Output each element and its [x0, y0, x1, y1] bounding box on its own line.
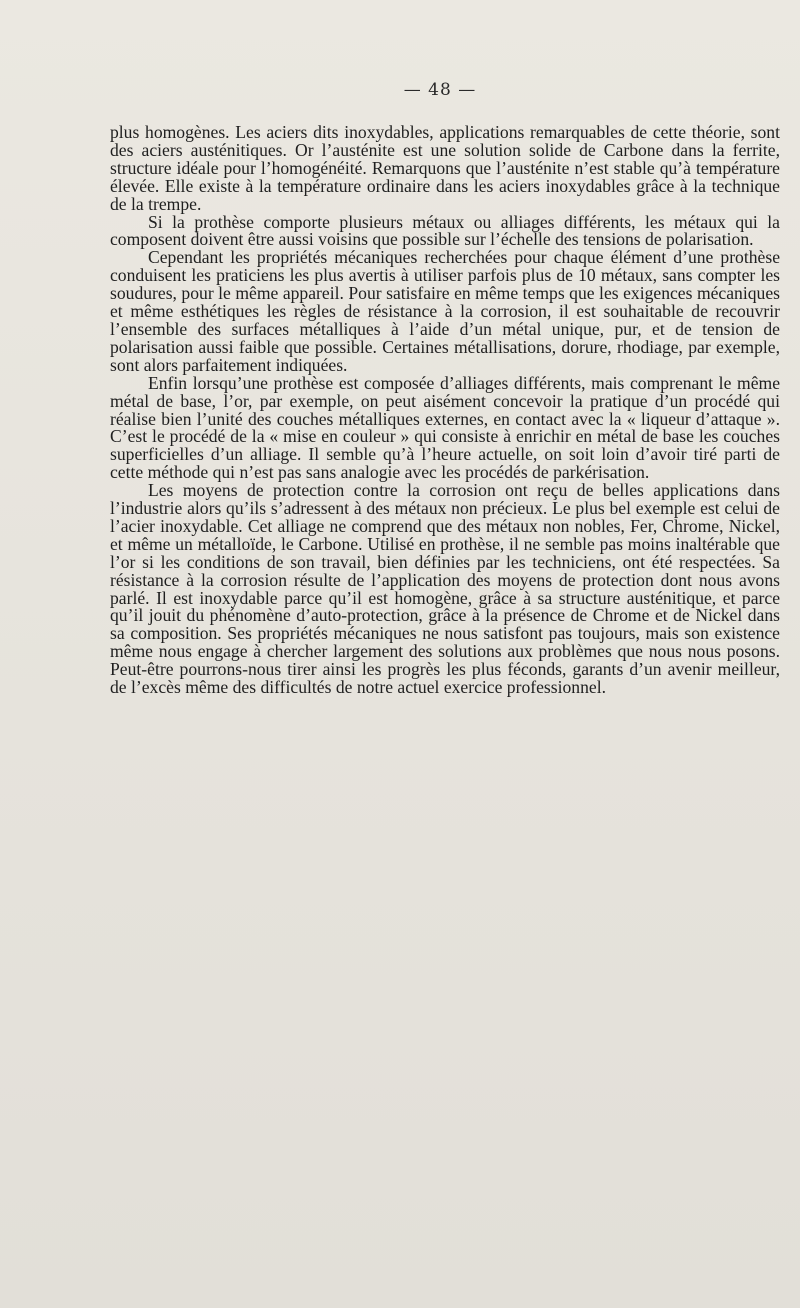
- paragraph: Les moyens de protection contre la corrosion ont reçu de belles applications dans l’industrie alors qu’ils s’adressent à des métaux non précieux. Le plus bel exemple est celui de l’acier inoxydable. Cet alliage ne comprend que des métaux non nobles, Fer, Chrome, Nickel, et même un métalloïde, le Carbone. Utilisé en prothèse, il ne semble pas moins inaltérable que l’or si les conditions de son travail, bien définies par les techniciens, ont été respectées. Sa résistance à la corrosion résulte de l’application des moyens de protection dont nous avons parlé. Il est inoxydable parce qu’il est homogène, grâce à sa structure austénitique, et parce qu’il jouit du phénomène d’auto-protection, grâce à la présence de Chrome et de Nickel dans sa composition. Ses propriétés mécaniques ne nous satisfont pas toujours, mais son existence même nous engage à chercher largement des solutions aux problèmes que nous nous posons. Peut-être pourrons-nous tirer ainsi les progrès les plus féconds, garants d’un avenir meilleur, de l’excès même des difficultés de notre actuel exercice professionnel.: [110, 480, 780, 698]
- body-text: [110, 124, 780, 697]
- page-number: — 48 —: [403, 80, 477, 100]
- paragraph: Cependant les propriétés mécaniques recherchées pour chaque élément d’une prothèse conduisent les praticiens les plus avertis à utiliser parfois plus de 10 métaux, sans compter les soudures, pour le même appareil. Pour satisfaire en même temps que les exigences mécaniques et même esthétiques les règles de résistance à la corrosion, il est souhaitable de recouvrir l’ensemble des surfaces métalliques à l’aide d’un métal unique, pur, et de tension de polarisation aussi faible que possible. Certaines métallisations, dorure, rhodiage, par exemple, sont alors parfaitement indiquées.: [110, 247, 780, 375]
- paragraph: plus homogènes. Les aciers dits inoxydables, applications remarquables de cette théorie, sont des aciers austénitiques. Or l’austénite est une solution solide de Carbone dans la ferrite, structure idéale pour l’homogénéité. Remarquons que l’austénite n’est stable qu’à température élevée. Elle existe à la température ordinaire dans les aciers inoxydables grâce à la technique de la trempe.: [110, 122, 780, 214]
- paragraph: Si la prothèse comporte plusieurs métaux ou alliages différents, les métaux qui la composent doivent être aussi voisins que possible sur l’échelle des tensions de polarisation.: [110, 211, 780, 250]
- show-through-texture: [110, 800, 780, 1160]
- paragraph: Enfin lorsqu’une prothèse est composée d’alliages différents, mais comprenant le même métal de base, l’or, par exemple, on peut aisément concevoir la pratique d’un procédé qui réalise bien l’unité des couches métalliques externes, en contact avec la « liqueur d’attaque ». C’est le procédé de la « mise en couleur » qui consiste à enrichir en métal de base les couches superficielles d’un alliage. Il semble qu’à l’heure actuelle, on soit loin d’avoir tiré parti de cette méthode qui n’est pas sans analogie avec les procédés de parkérisation.: [110, 372, 780, 483]
